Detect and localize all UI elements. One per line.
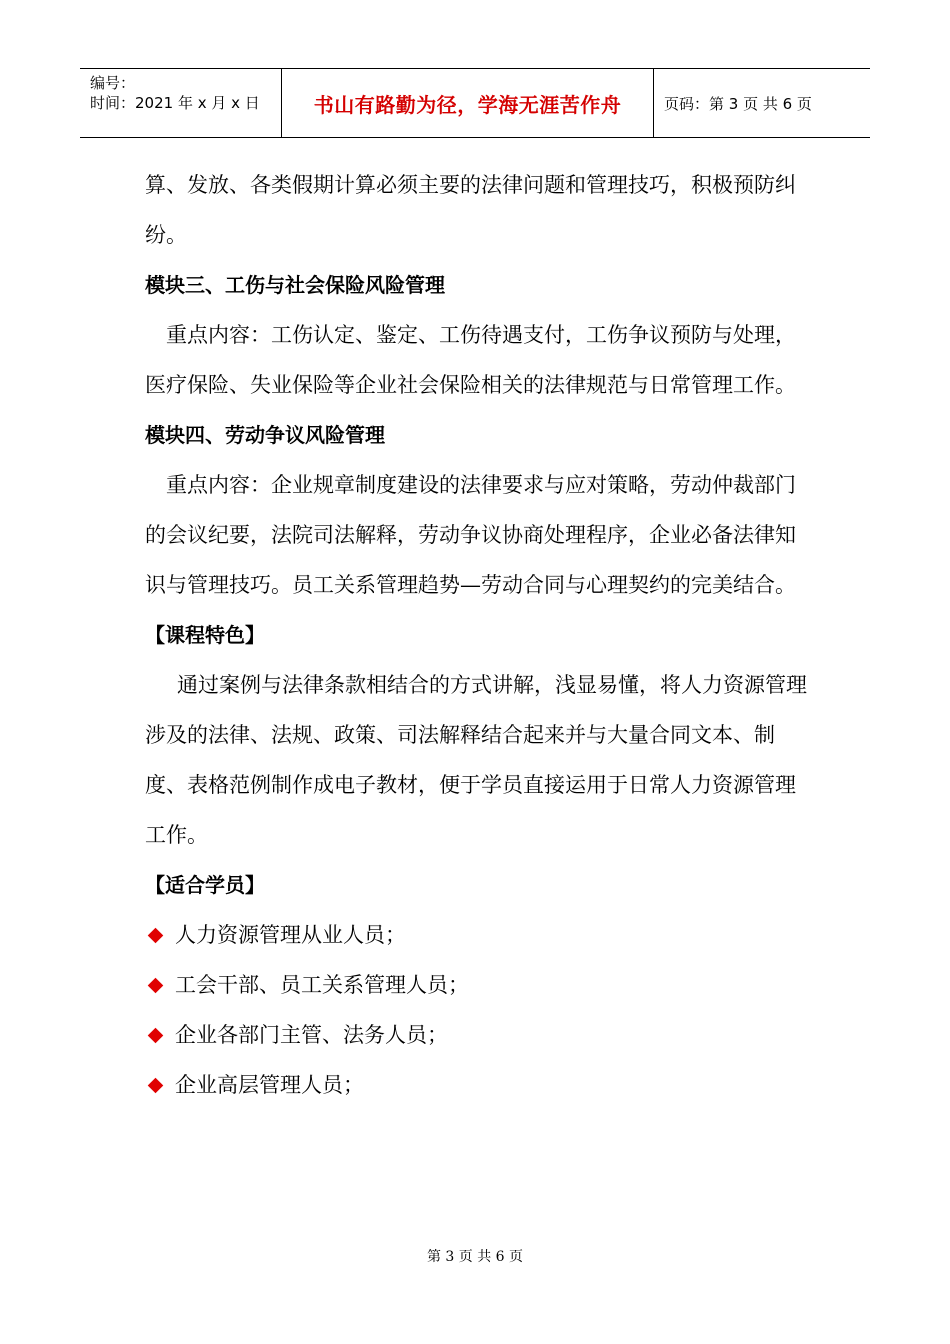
page-header	[80, 68, 870, 138]
red-diamond-icon	[148, 977, 164, 993]
red-diamond-icon	[148, 1027, 164, 1043]
list-item-text: 企业各部门主管、法务人员；	[175, 1023, 448, 1047]
heading-target-audience: 【适合学员】	[145, 873, 265, 897]
page-footer: 第 3 页 共 6 页	[426, 1249, 524, 1265]
time-label: 时间：2021 年 x 月 x 日	[90, 94, 260, 112]
paragraph-continuation: 算、发放、各类假期计算必须主要的法律问题和管理技巧，积极预防纠纷。	[145, 173, 796, 247]
red-diamond-icon	[148, 1077, 164, 1093]
paragraph-module-4: 重点内容：企业规章制度建设的法律要求与应对策略，劳动仲裁部门的会议纪要，法院司法解释，劳动争议协商处理程序，企业必备法律知识与管理技巧。员工关系管理趋势—劳动合同与心理契约的完美结合。	[145, 473, 796, 597]
number-label: 编号：	[90, 74, 136, 92]
list-item	[145, 910, 810, 960]
header-page-info: 页码：第 3 页 共 6 页	[664, 94, 812, 113]
document-body	[145, 160, 810, 1110]
header-motto: 书山有路勤为径，学海无涯苦作舟	[282, 69, 654, 137]
paragraph-course-features: 通过案例与法律条款相结合的方式讲解，浅显易懂，将人力资源管理涉及的法律、法规、政策、司法解释结合起来并与大量合同文本、制度、表格范例制作成电子教材，便于学员直接运用于日常人力资源管理工作。	[145, 673, 807, 847]
header-meta	[80, 69, 282, 137]
list-item-text: 人力资源管理从业人员；	[175, 923, 406, 947]
heading-course-features: 【课程特色】	[145, 623, 265, 647]
list-item-text: 工会干部、员工关系管理人员；	[175, 973, 469, 997]
paragraph-module-3: 重点内容：工伤认定、鉴定、工伤待遇支付，工伤争议预防与处理，医疗保险、失业保险等企业社会保险相关的法律规范与日常管理工作。	[145, 323, 796, 397]
heading-module-4: 模块四、劳动争议风险管理	[145, 423, 385, 447]
list-item	[145, 1010, 810, 1060]
list-item	[145, 1060, 810, 1110]
list-item	[145, 960, 810, 1010]
list-item-text: 企业高层管理人员；	[175, 1073, 364, 1097]
red-diamond-icon	[148, 927, 164, 943]
heading-module-3: 模块三、工伤与社会保险风险管理	[145, 273, 445, 297]
